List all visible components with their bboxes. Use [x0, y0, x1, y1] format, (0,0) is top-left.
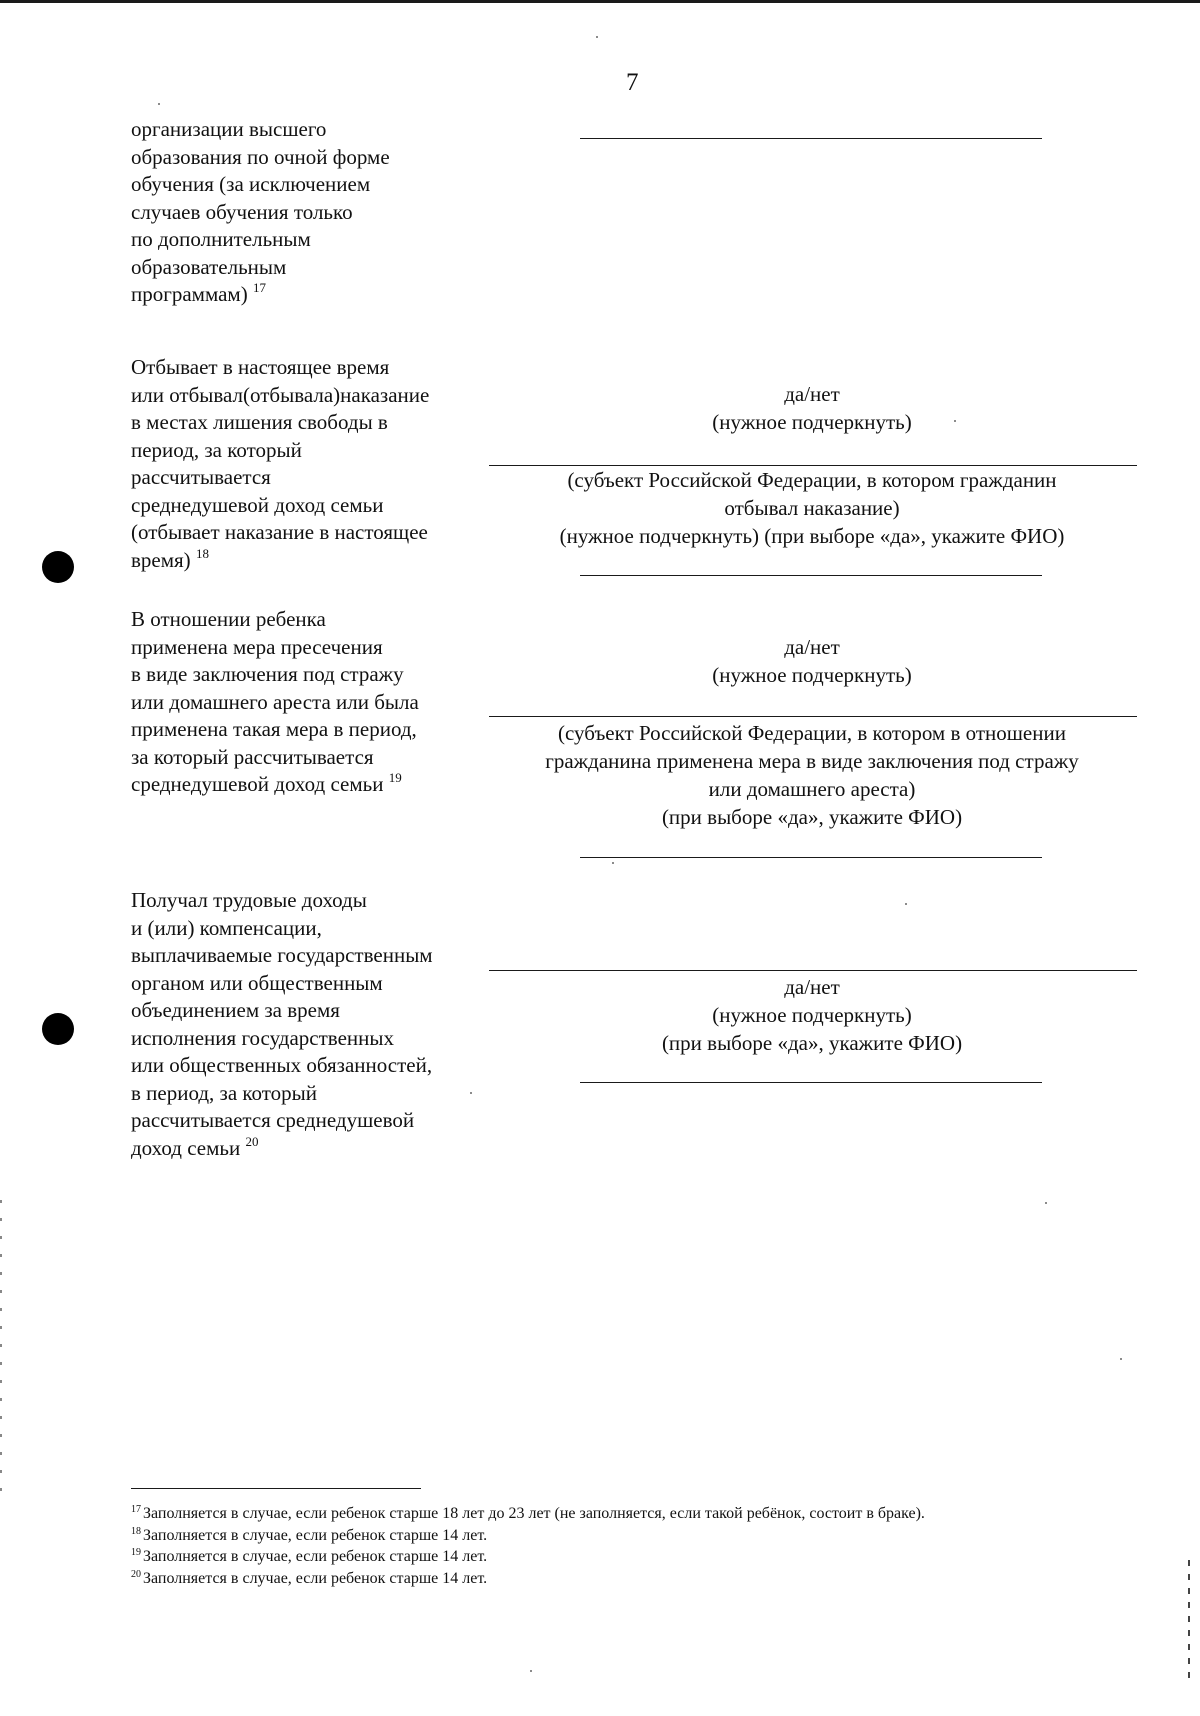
section-3-label-text: В отношении ребенка применена мера пресечения в виде заключения под стражу или домашнего ареста или была применена такая мера в период, за который рассчитывается среднедушевой доход семьи	[131, 607, 419, 796]
section-2-fio-line[interactable]	[580, 575, 1042, 576]
footnote-19-num: 19	[131, 1547, 141, 1558]
section-2-subject-caption-1: (субъект Российской Федерации, в котором гражданин	[567, 468, 1057, 492]
section-2-label	[131, 354, 429, 574]
section-3-footnote-ref: 19	[388, 770, 402, 785]
scan-speck	[612, 862, 614, 864]
section-4-yes-no[interactable]: да/нет	[784, 975, 840, 999]
footnote-separator	[131, 1488, 421, 1489]
section-4-underline-hint: (нужное подчеркнуть)	[712, 1003, 912, 1027]
section-1-label	[131, 116, 390, 309]
scan-edge-artifact	[1188, 1560, 1190, 1680]
scan-edge-artifact	[0, 1200, 2, 1500]
footnote-17	[131, 1503, 925, 1525]
scan-speck	[1120, 1358, 1122, 1360]
footnote-18	[131, 1525, 925, 1547]
section-2-subject-line[interactable]	[489, 465, 1137, 466]
section-4-label	[131, 887, 433, 1162]
section-2-subject-caption-2: отбывал наказание)	[724, 496, 900, 520]
section-4-answer-line[interactable]	[489, 970, 1137, 971]
section-1-label-text: организации высшего образования по очной форме обучения (за исключением случаев обучения только по дополнительным образовательным программам)	[131, 117, 390, 306]
scan-speck	[1045, 1202, 1047, 1204]
footnote-19-text: Заполняется в случае, если ребенок старше 14 лет.	[143, 1548, 488, 1565]
scan-speck	[954, 420, 956, 422]
section-4-fio-hint: (при выборе «да», укажите ФИО)	[661, 1031, 963, 1055]
section-2-yes-no[interactable]: да/нет	[784, 382, 840, 406]
footnote-20-num: 20	[131, 1568, 141, 1580]
footnote-19	[131, 1546, 925, 1568]
scan-speck	[905, 903, 907, 905]
footnote-18-text: Заполняется в случае, если ребенок старше 14 лет.	[143, 1526, 488, 1544]
scan-speck	[596, 36, 598, 38]
scan-top-border	[0, 0, 1200, 3]
section-3-underline-hint: (нужное подчеркнуть)	[712, 663, 912, 687]
footnote-20-text: Заполняется в случае, если ребенок старше 14 лет.	[143, 1569, 488, 1587]
footnote-20	[131, 1568, 925, 1590]
section-3-subject-caption-3: или домашнего ареста)	[708, 777, 916, 801]
footnote-18-num: 18	[131, 1525, 141, 1537]
page-number: 7	[626, 69, 639, 96]
section-4-fio-line[interactable]	[580, 1082, 1042, 1083]
section-3-label	[131, 606, 419, 799]
section-1-footnote-ref: 17	[252, 280, 266, 295]
section-2-label-text: Отбывает в настоящее время или отбывал(отбывала)наказание в местах лишения свободы в период, за который рассчитывается среднедушевой доход семьи (отбывает наказание в настоящее время)	[131, 355, 430, 572]
section-3-fio-line[interactable]	[580, 857, 1042, 858]
section-4-footnote-ref: 20	[245, 1133, 259, 1149]
section-3-subject-caption-2: гражданина применена мера в виде заключения под стражу	[545, 749, 1079, 773]
section-2-underline-hint: (нужное подчеркнуть)	[712, 410, 912, 434]
section-3-subject-line[interactable]	[489, 716, 1137, 717]
punch-hole-mark	[42, 1013, 74, 1045]
footnote-17-text: Заполняется в случае, если ребенок старше 18 лет до 23 лет (не заполняется, если такой ребёнок, состоит в браке).	[143, 1505, 925, 1522]
scan-speck	[158, 103, 160, 105]
section-1-answer-line[interactable]	[580, 138, 1042, 139]
scan-speck	[530, 1670, 532, 1672]
section-2-fio-hint: (нужное подчеркнуть) (при выборе «да», укажите ФИО)	[559, 524, 1065, 548]
scan-speck	[470, 1092, 472, 1094]
section-3-subject-caption-1: (субъект Российской Федерации, в котором в отношении	[558, 721, 1066, 745]
punch-hole-mark	[42, 551, 74, 583]
section-4-label-text: Получал трудовые доходы и (или) компенсации, выплачиваемые государственным органом или общественным объединением за время исполнения государственных или общественных обязанностей, в период, за который рассчитывается среднедушевой доход семьи	[131, 888, 433, 1160]
footnotes	[131, 1503, 925, 1589]
footnote-17-num: 17	[131, 1504, 141, 1515]
section-2-footnote-ref: 18	[195, 545, 209, 561]
section-3-fio-hint: (при выборе «да», укажите ФИО)	[661, 805, 963, 829]
section-3-yes-no[interactable]: да/нет	[784, 635, 840, 659]
